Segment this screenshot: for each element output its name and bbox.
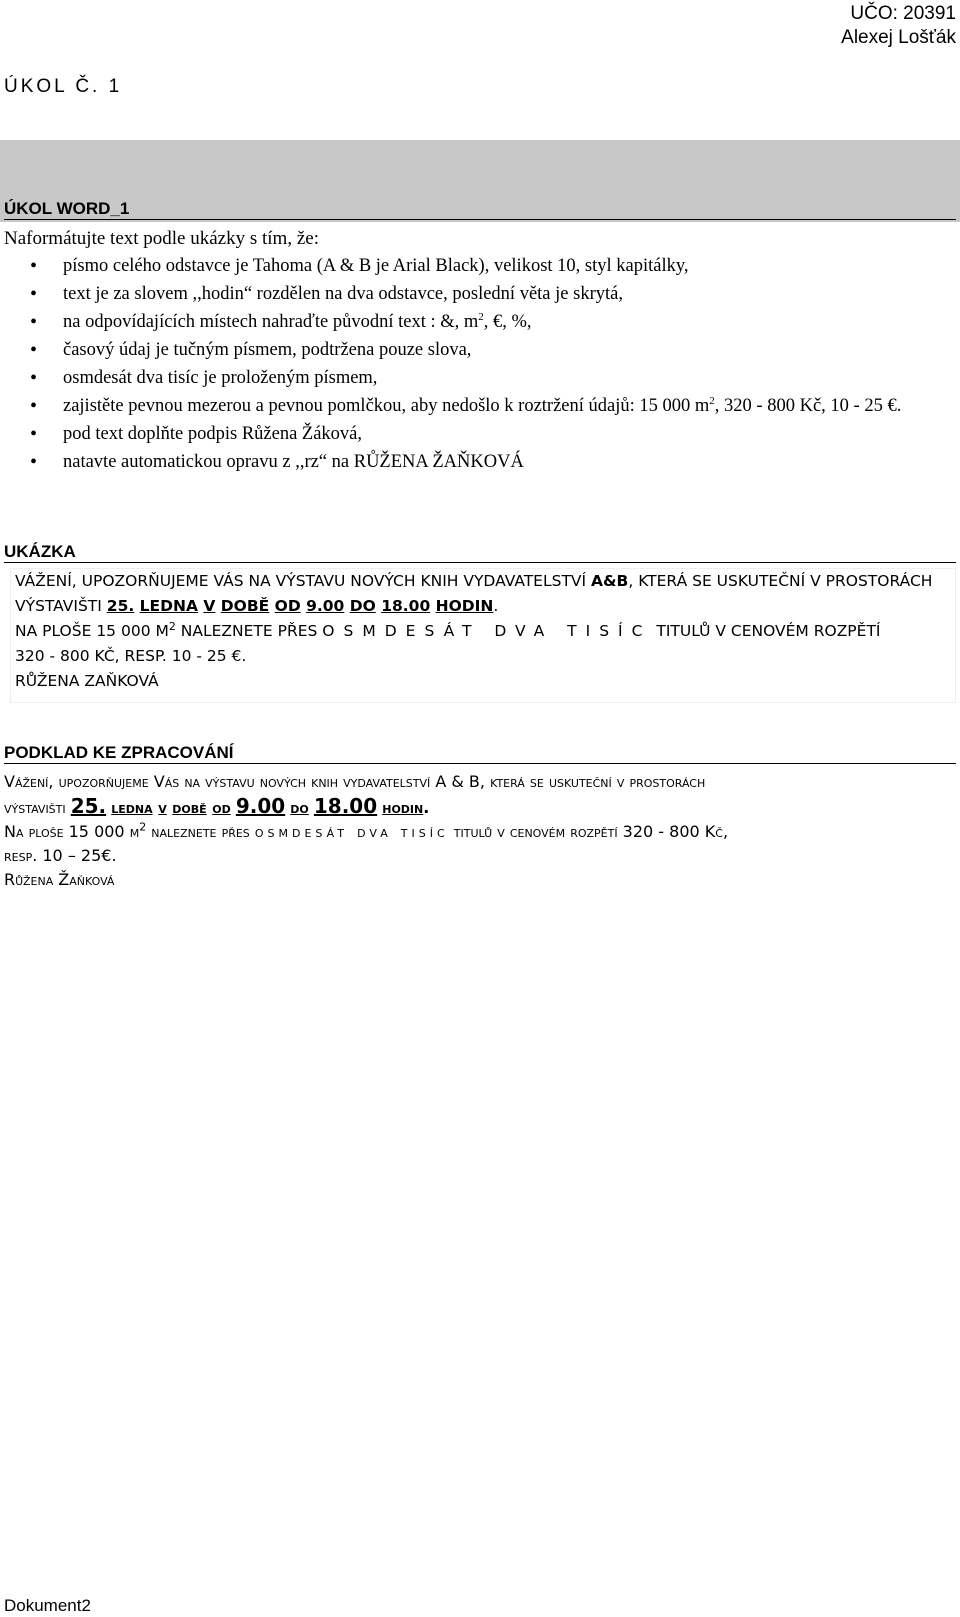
list-item	[0, 336, 956, 364]
base-word: od	[212, 798, 231, 817]
base-word: titulů v cenovém rozpětí 320 - 800 Kč,	[448, 822, 729, 841]
requirement-text: pod text doplňte podpis Růžena Žáková,	[63, 424, 363, 444]
sample-text: , KTERÁ SE USKUTEČNÍ V PROSTORÁCH	[628, 572, 933, 590]
uco-number: UČO: 20391	[850, 3, 956, 24]
section-title-sample: UKÁZKA	[4, 542, 956, 563]
intro-text: Naformátujte text podle ukázky s tím, že:	[4, 228, 319, 249]
sample-time: 18.00	[381, 597, 431, 615]
base-word: do	[290, 798, 309, 817]
superscript: 2	[168, 619, 176, 633]
base-word: .	[423, 798, 430, 817]
list-item	[0, 448, 956, 476]
requirement-text: natavte automatickou opravu z ,,rz“ na RŮŽENA ŽAŇKOVÁ	[63, 452, 524, 472]
requirement-text: časový údaj je tučným písmem, podtržena pouze slova,	[63, 340, 472, 360]
sample-line: RŮŽENA ZAŇKOVÁ	[15, 672, 159, 690]
base-word: době	[172, 798, 207, 817]
superscript: 2	[709, 394, 715, 407]
task-number: ÚKOL Č. 1	[4, 76, 123, 97]
list-item	[0, 308, 956, 336]
sample-text: .	[493, 597, 499, 615]
base-time: 25.	[70, 794, 107, 818]
sample-word: HODIN	[435, 597, 494, 615]
requirements-list	[0, 252, 956, 476]
footer-document-name: Dokument2	[4, 1596, 91, 1615]
requirement-text: zajistěte pevnou mezerou a pevnou pomlčkou, aby nedošlo k roztržení údajů: 15 000 m	[63, 396, 710, 416]
base-spread-text: osmdesát dva tisíc	[254, 822, 449, 841]
base-word: hodin	[382, 798, 424, 817]
list-item	[0, 364, 956, 392]
base-time: 18.00	[313, 794, 378, 818]
header-block	[841, 2, 956, 50]
sample-line	[15, 594, 951, 619]
requirement-text: na odpovídajících místech nahraďte původní text : &, m	[63, 312, 479, 332]
section-title-word: ÚKOL WORD_1	[4, 199, 956, 220]
base-line: Vážení, upozorňujeme Vás na výstavu nových knih vydavatelství A & B, která se uskuteční v prostorách	[4, 772, 706, 791]
requirement-text: text je za slovem ,,hodin“ rozdělen na dva odstavce, poslední věta je skrytá,	[63, 284, 623, 304]
requirement-text: písmo celého odstavce je Tahoma (A & B je Arial Black), velikost 10, styl kapitálky,	[63, 256, 689, 276]
list-item	[0, 392, 956, 420]
list-item	[0, 420, 956, 448]
sample-line: 320 - 800 KČ, RESP. 10 - 25 €.	[15, 647, 247, 665]
sample-word: OD	[274, 597, 301, 615]
sample-text: TITULŮ V CENOVÉM ROZPĚTÍ	[651, 622, 881, 640]
base-word: výstavišti	[4, 798, 71, 817]
sample-text: NALEZNETE PŘES	[175, 622, 323, 640]
sample-ab: A&B	[591, 572, 629, 590]
sample-time: 9.00	[306, 597, 345, 615]
author-name: Alexej Lošťák	[841, 27, 956, 48]
list-item	[0, 280, 956, 308]
sample-word: DOBĚ	[220, 597, 270, 615]
base-word: v	[158, 798, 167, 817]
base-text	[4, 770, 956, 892]
list-item	[0, 252, 956, 280]
sample-image	[10, 568, 956, 703]
requirement-text: , €, %,	[483, 312, 532, 332]
sample-spread-text: OSMDESÁT DVA TISÍC	[322, 622, 652, 640]
base-line: resp. 10 – 25€.	[4, 846, 117, 865]
requirement-text: osmdesát dva tisíc je proloženým písmem,	[63, 368, 378, 388]
base-line	[4, 820, 956, 844]
section-title-base: PODKLAD KE ZPRACOVÁNÍ	[4, 743, 956, 764]
superscript: 2	[478, 310, 484, 323]
sample-word: V	[203, 597, 216, 615]
superscript: 2	[139, 820, 147, 834]
sample-text: NA PLOŠE 15 000 M	[15, 622, 169, 640]
base-time: 9.00	[235, 794, 286, 818]
base-line	[4, 794, 956, 820]
base-word: Na ploše 15 000 m	[4, 822, 140, 841]
base-word: ledna	[111, 798, 153, 817]
base-word: naleznete přes	[146, 822, 255, 841]
sample-text: VÝSTAVIŠTI	[15, 597, 107, 615]
sample-line	[15, 619, 951, 644]
requirement-text: , 320 - 800 Kč, 10 - 25 €.	[714, 396, 902, 416]
sample-time: 25.	[106, 597, 135, 615]
sample-text: VÁŽENÍ, UPOZORŇUJEME VÁS NA VÝSTAVU NOVÝCH KNIH VYDAVATELSTVÍ	[15, 572, 592, 590]
sample-word: DO	[349, 597, 376, 615]
base-line: Růžena Žaňková	[4, 870, 115, 889]
sample-line	[15, 569, 951, 594]
sample-word: LEDNA	[139, 597, 198, 615]
